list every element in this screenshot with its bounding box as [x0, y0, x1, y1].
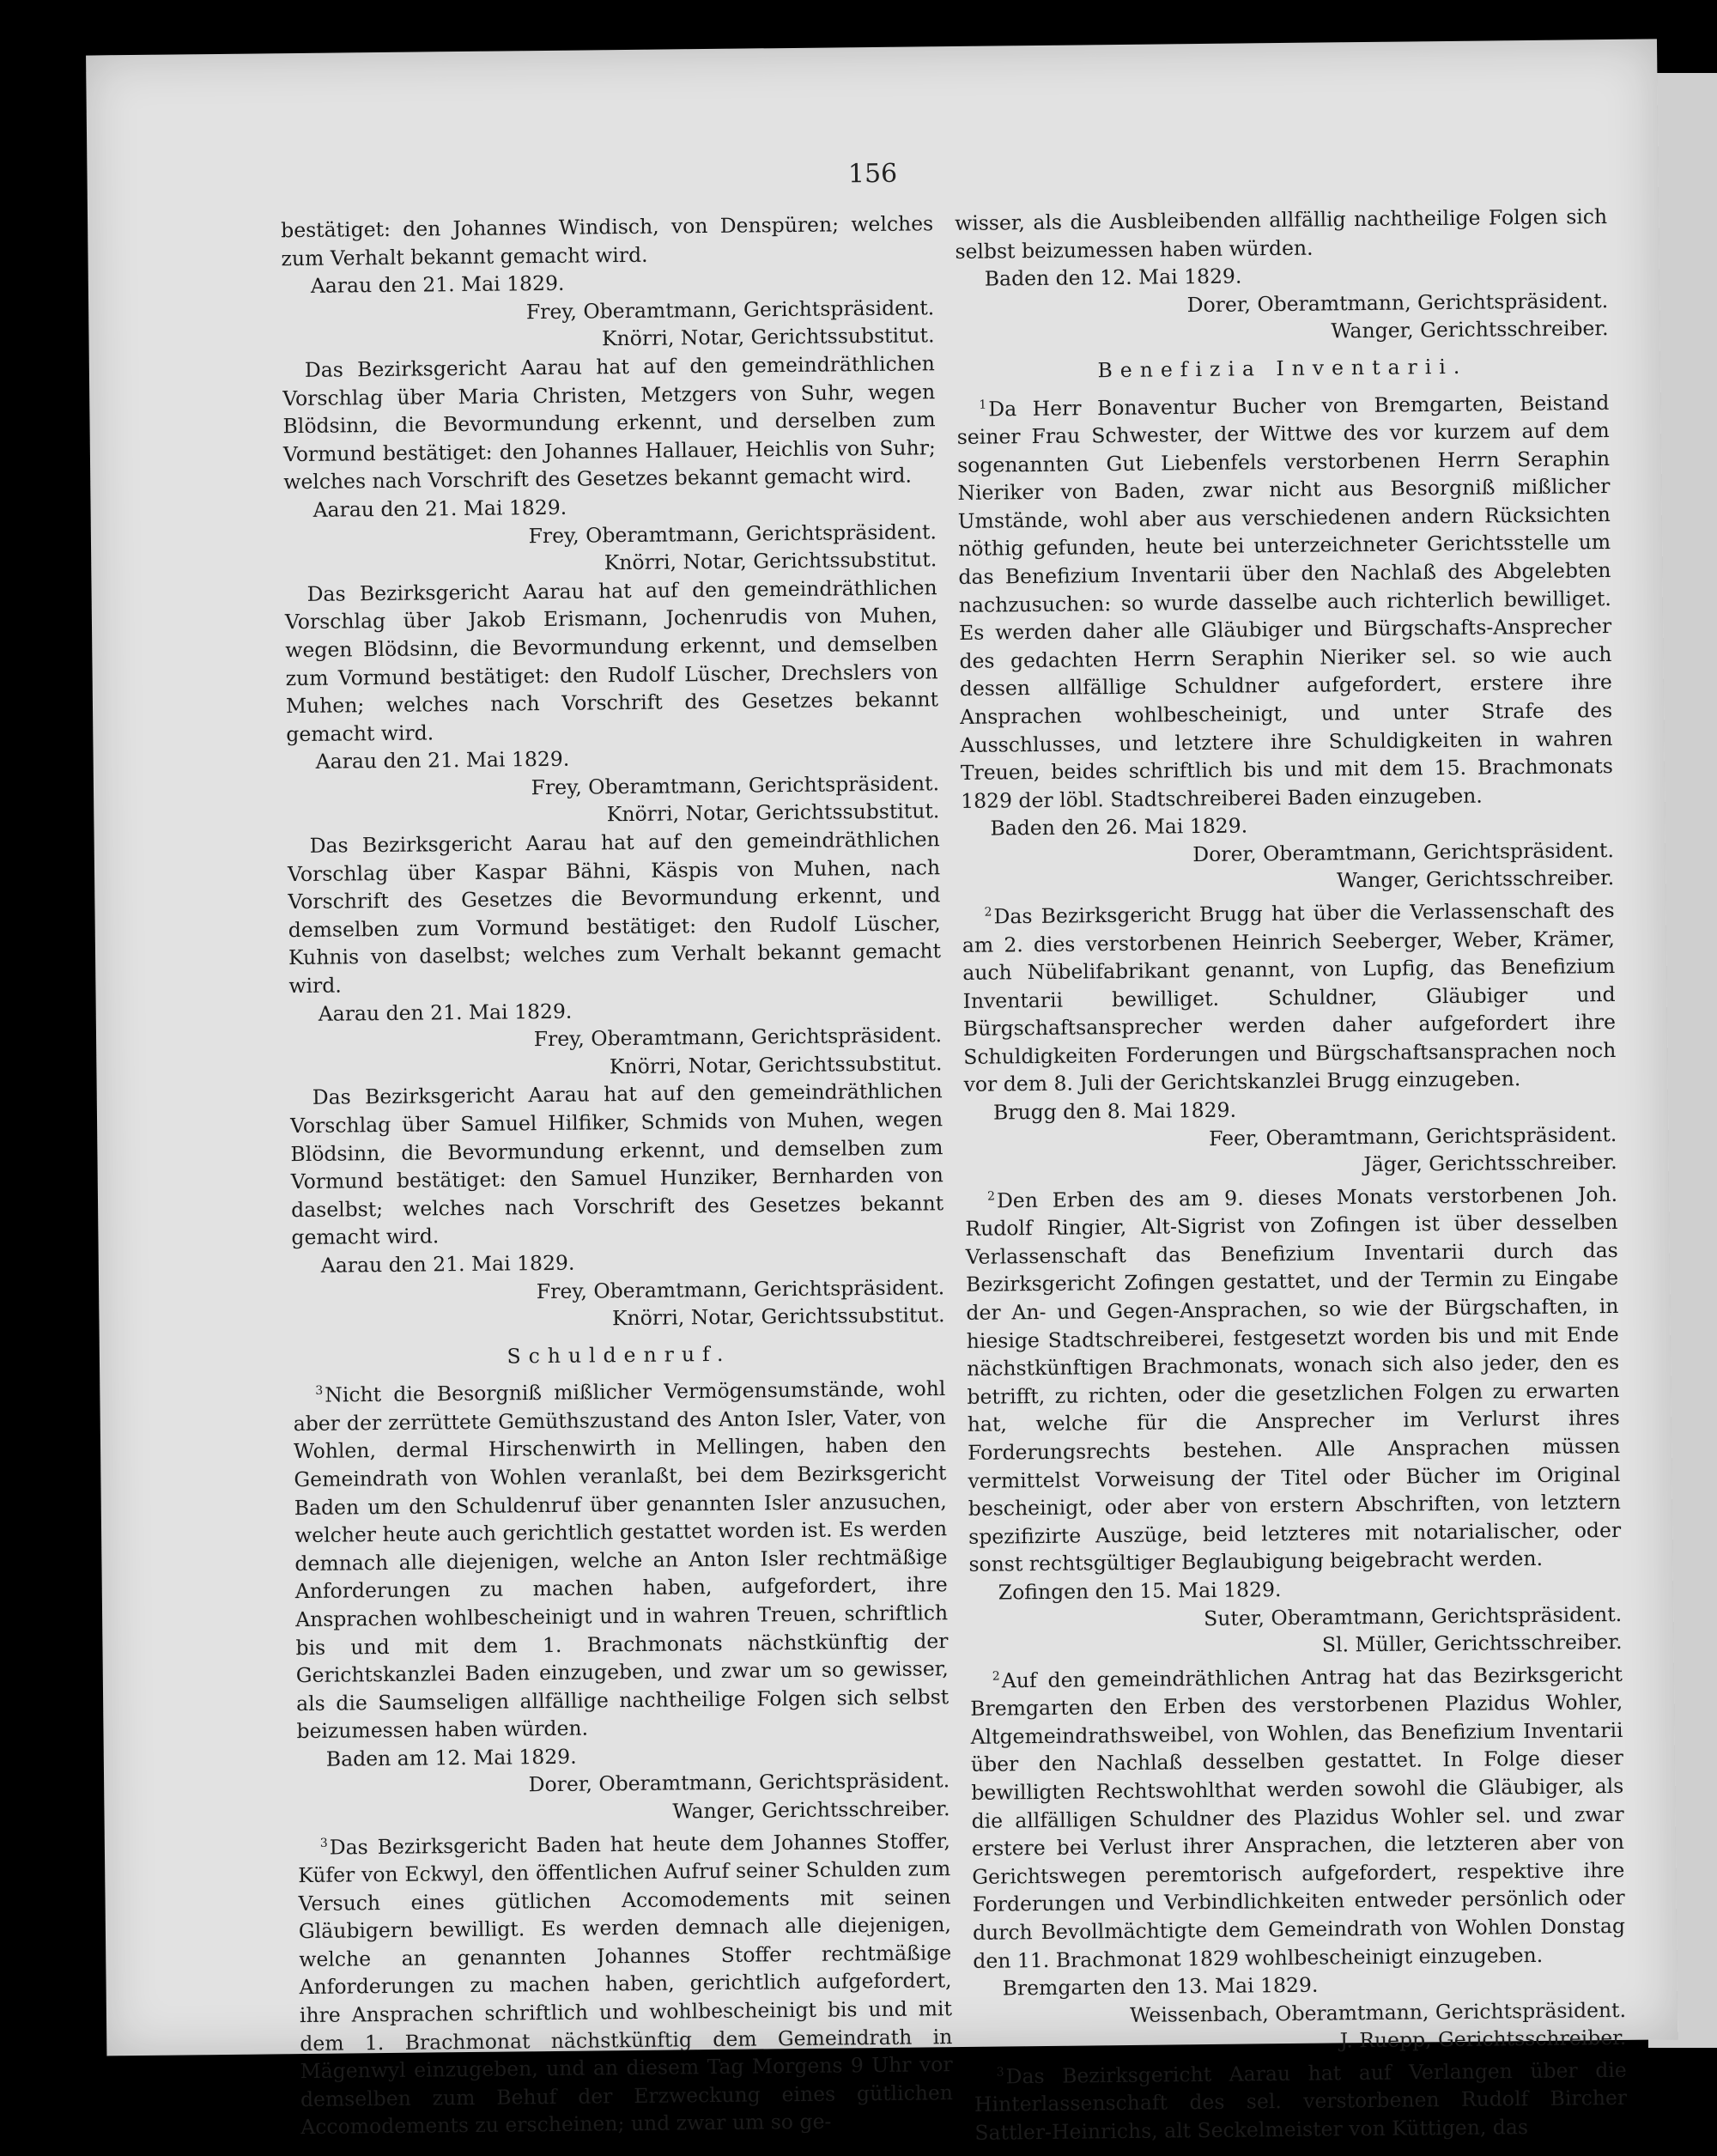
notice-paragraph	[290, 1078, 944, 1253]
right-column	[955, 203, 1628, 2147]
notice-signature: Frey, Oberamtmann, Gerichtspräsident.	[536, 1274, 945, 1303]
notice-paragraph	[282, 349, 937, 496]
document-page	[86, 39, 1678, 2145]
notice-marker: 3	[996, 2065, 1004, 2080]
notice-paragraph	[288, 825, 942, 1000]
notice-signature: Frey, Oberamtmann, Gerichtspräsident.	[533, 1023, 943, 1052]
notice-paragraph	[974, 2052, 1628, 2147]
notice-text: wisser, als die Ausbleibenden allfällig nachtheilige Folgen sich selbst beizumessen haben würden.	[955, 204, 1608, 264]
notice-signature: Knörri, Notar, Gerichtssubstitut.	[609, 1051, 943, 1079]
notice-signature: Suter, Oberamtmann, Gerichtspräsident.	[1204, 1601, 1623, 1631]
notice-signature: Knörri, Notar, Gerichtssubstitut.	[606, 799, 940, 827]
section-heading: Schuldenruf.	[507, 1341, 731, 1369]
notice-marker: 1	[979, 398, 987, 412]
notice-text: Das Bezirksgericht Aarau hat auf den gemeindräthlichen Vorschlag über Samuel Hilfiker, Schmids von Muhen, wegen Blödsinn, die Bevormundung erkennt, und demselben zum Vormund bestätiget: den Samuel Hunziker, Bernharden von daselbst; welches nach Vorschrift des Gesetzes bekannt gemacht wird.	[289, 1078, 944, 1250]
notice-signature: Knörri, Notar, Gerichtssubstitut.	[601, 323, 935, 351]
notice-signature: Frey, Oberamtmann, Gerichtspräsident.	[525, 295, 935, 325]
page-number: 156	[847, 158, 898, 190]
notice-signature: Weissenbach, Oberamtmann, Gerichtspräsident.	[1129, 1997, 1627, 2027]
notice-text: Das Bezirksgericht Baden hat heute dem Johannes Stoffer, Küfer von Eckwyl, den öffentlichen Aufruf seiner Schulden zum Versuch eines gütlichen Accomodements mit seinen Gläubigern bewilligt. Es werden demnach alle diejenigen, welche an genannten Johannes Stoffer rechtmäßige Anforderungen zu machen haben, gerichtlich aufgefordert, ihre Ansprachen schriftlich und wohlbescheinigt bis und mit dem 1. Brachmonat nächstkünftig dem Gemeindrath in Mägenwyl einzugeben, und an diesem Tag Morgens 9 Uhr vor demselben zum Behuf der Erzweckung eines gütlichen Accomodements zu erscheinen; und zwar um so ge-	[298, 1828, 954, 2140]
notice-date: Aarau den 21. Mai 1829.	[310, 270, 565, 299]
notice-marker: 2	[986, 1189, 996, 1204]
section-heading: Benefizia Inventarii.	[1097, 354, 1468, 383]
notice-paragraph	[970, 1656, 1626, 1975]
notice-text: Das Bezirksgericht Aarau hat auf Verlangen über die Hinterlassenschaft des sel. verstorbenen Rudolf Bircher Sattler-Heinrichs, alt Seckelmeister von Küttigen, das	[974, 2057, 1628, 2145]
left-column	[281, 210, 953, 2141]
notice-signature: Sl. Müller, Gerichtsschreiber.	[1321, 1630, 1623, 1657]
notice-text: Das Bezirksgericht Brugg hat über die Verlassenschaft des am 2. dies verstorbenen Heinrich Seeberger, Weber, Krämer, auch Nübelifabrikant genannt, von Lupfig, das Benefizium Inventarii bewilliget. Schuldner, Gläubiger und Bürgschaftsansprecher werden daher aufgefordert ihre Schuldigkeiten Forderungen und Bürgschaftsansprachen noch vor dem 8. Juli der Gerichtskanzlei Brugg einzugeben.	[962, 897, 1617, 1097]
notice-paragraph	[293, 1371, 949, 1746]
notice-signature: Dorer, Oberamtmann, Gerichtspräsident.	[528, 1768, 950, 1797]
notice-signature: Frey, Oberamtmann, Gerichtspräsident.	[531, 771, 940, 800]
notice-date: Brugg den 8. Mai 1829.	[992, 1097, 1237, 1125]
notice-signature: Wanger, Gerichtsschreiber.	[672, 1796, 950, 1824]
notice-text: Auf den gemeindräthlichen Antrag hat das Bezirksgericht Bremgarten den Erben des verstorbenen Plazidus Wohler, Altgemeindrathsweibel, von Wohlen, das Benefizium Inventarii über den Nachlaß desselben gestattet. In Folge dieser bewilligten Rechtswohlthat werden sowohl die Gläubiger, als die allfälligen Schuldner des Plazidus Wohler sel. und zwar erstere bei Verlust ihrer Ansprachen, die letzteren aber von Gerichtswegen peremtorisch aufgefordert, respektive ihre Forderungen und Verbindlichkeiten entweder persönlich oder durch Bevollmächtigte dem Gemeindrath von Wohlen Donstag den 11. Brachmonat 1829 wohlbescheinigt einzugeben.	[970, 1661, 1626, 1973]
notice-date: Baden den 12. Mai 1829.	[984, 264, 1242, 291]
notice-date: Baden den 26. Mai 1829.	[990, 813, 1248, 841]
notice-paragraph	[956, 385, 1613, 816]
notice-marker: 3	[315, 1384, 324, 1399]
notice-signature: Feer, Oberamtmann, Gerichtspräsident.	[1208, 1121, 1617, 1151]
notice-text: Das Bezirksgericht Aarau hat auf den gemeindräthlichen Vorschlag über Maria Christen, Metzgers von Suhr, wegen Blödsinn, die Bevormundung erkennt, und derselben zum Vormund bestätiget: den Johannes Hallauer, Heichlis von Suhr; welches nach Vorschrift des Gesetzes bekannt gemacht wird.	[282, 351, 937, 495]
notice-date: Aarau den 21. Mai 1829.	[320, 1250, 575, 1278]
notice-date: Baden am 12. Mai 1829.	[325, 1744, 577, 1771]
notice-marker: 3	[319, 1836, 328, 1850]
notice-text: bestätiget: den Johannes Windisch, von Denspüren; welches zum Verhalt bekannt gemacht wird.	[281, 211, 934, 270]
notice-text: Das Bezirksgericht Aarau hat auf den gemeindräthlichen Vorschlag über Kaspar Bähni, Käspis von Muhen, nach Vorschrift des Gesetzes die Bevormundung erkennt, und demselben zum Vormund bestätiget: den Rudolf Lüscher, Kuhnis von daselbst; welches zum Verhalt bekannt gemacht wird.	[287, 827, 942, 999]
notice-signature: Wanger, Gerichtsschreiber.	[1336, 865, 1615, 893]
notice-paragraph	[955, 203, 1608, 265]
notice-text: Nicht die Besorgniß mißlicher Vermögensumstände, wohl aber der zerrüttete Gemüthszustand des Anton Isler, Vater, von Wohlen, dermal Hirschenwirth in Mellingen, haben den Gemeindrath von Wohlen veranlaßt, bei dem Bezirksgericht Baden um den Schuldenruf über genannten Isler anzusuchen, welcher heute auch gerichtlich gestattet worden ist. Es werden demnach alle diejenigen, welche an Anton Isler rechtmäßige Anforderungen zu machen haben, aufgefordert, ihre Ansprachen wohlbescheinigt und in wahren Treuen, schriftlich bis und mit dem 1. Brachmonats nächstkünftig der Gerichtskanzlei Baden einzugeben, und zwar um so gewisser, als die Saumseligen allfällige nachtheilige Folgen sich selbst beizumessen haben würden.	[293, 1376, 950, 1744]
notice-date: Aarau den 21. Mai 1829.	[312, 495, 567, 522]
notice-paragraph	[965, 1176, 1622, 1579]
notice-date: Aarau den 21. Mai 1829.	[315, 747, 570, 774]
notice-signature: Dorer, Oberamtmann, Gerichtspräsident.	[1192, 837, 1614, 867]
notice-paragraph	[281, 210, 934, 272]
notice-signature: Wanger, Gerichtsschreiber.	[1331, 316, 1609, 343]
notice-marker: 2	[984, 905, 992, 920]
notice-text: Das Bezirksgericht Aarau hat auf den gemeindräthlichen Vorschlag über Jakob Erismann, Jochenrudis von Muhen, wegen Blödsinn, die Bevormundung erkennt, und demselben zum Vormund bestätiget: den Rudolf Lüscher, Drechslers von Muhen; welches nach Vorschrift des Gesetzes bekannt gemacht wird.	[284, 574, 939, 746]
notice-paragraph	[284, 574, 938, 749]
notice-signature: Frey, Oberamtmann, Gerichtspräsident.	[528, 519, 937, 548]
notice-paragraph	[298, 1823, 954, 2141]
notice-date: Bremgarten den 13. Mai 1829.	[1002, 1972, 1319, 2001]
notice-text: Da Herr Bonaventur Bucher von Bremgarten, Beistand seiner Frau Schwester, der Wittwe des vor kurzem auf dem sogenannten Gut Liebenfels verstorbenen Herrn Seraphin Nieriker von Baden, zwar nicht aus Besorgniß mißlicher Umstände, wohl aber aus verschiedenen andern Rücksichten nöthig gefunden, heute bei unterzeichneter Gerichtsstelle um das Benefizium Inventarii über den Nachlaß des Abgelebten nachzusuchen: so wurde dasselbe auch richterlich bewilliget. Es werden daher alle Gläubiger und Bürgschafts-Ansprecher des gedachten Herrn Seraphin Nieriker sel. so wie auch dessen allfällige Schuldner aufgefordert, erstere ihre Ansprachen wohlbescheinigt, und unter Strafe des Ausschlusses, und letztere ihre Schuldigkeiten in wahren Treuen, beides schriftlich bis und mit dem 15. Brachmonats 1829 der löbl. Stadtschreiberei Baden einzugeben.	[956, 390, 1613, 813]
notice-signature: Jäger, Gerichtsschreiber.	[1363, 1150, 1617, 1177]
notice-signature: Dorer, Oberamtmann, Gerichtspräsident.	[1186, 288, 1609, 317]
notice-marker: 2	[992, 1669, 1000, 1684]
notice-date: Zofingen den 15. Mai 1829.	[998, 1577, 1282, 1605]
notice-paragraph	[962, 892, 1616, 1099]
notice-text: Den Erben des am 9. dieses Monats verstorbenen Joh. Rudolf Ringier, Alt-Sigrist von Zofingen ist über desselben Verlassenschaft das Benefizium Inventarii durch das Bezirksgericht Zofingen gestattet, und der Termin zu Eingabe der An- und Gegen-Ansprachen, so wie der Bürgschaften, in hiesige Stadtschreiberei, festgesetzt worden bis und mit Ende nächstkünftigen Brachmonats, wonach sich also jeder, den es betrifft, zu richten, oder die gesetzlichen Folgen zu erwarten hat, welche für die Ansprecher im Verlurst ihres Forderungsrechts bestehen. Alle Ansprachen müssen vermittelst Vorweisung der Titel oder Bücher im Original bescheinigt, oder aber von erstern Abschriften, von letztern spezifizirte Auszüge, beid letzteres mit notarialischer, oder sonst rechtsgültiger Beglaubigung beigebracht werden.	[965, 1181, 1622, 1577]
notice-signature: Knörri, Notar, Gerichtssubstitut.	[611, 1303, 945, 1331]
notice-signature: Knörri, Notar, Gerichtssubstitut.	[604, 547, 937, 575]
notice-date: Aarau den 21. Mai 1829.	[318, 999, 573, 1026]
notice-signature: J. Ruepp, Gerichtsschreiber.	[1339, 2025, 1627, 2053]
